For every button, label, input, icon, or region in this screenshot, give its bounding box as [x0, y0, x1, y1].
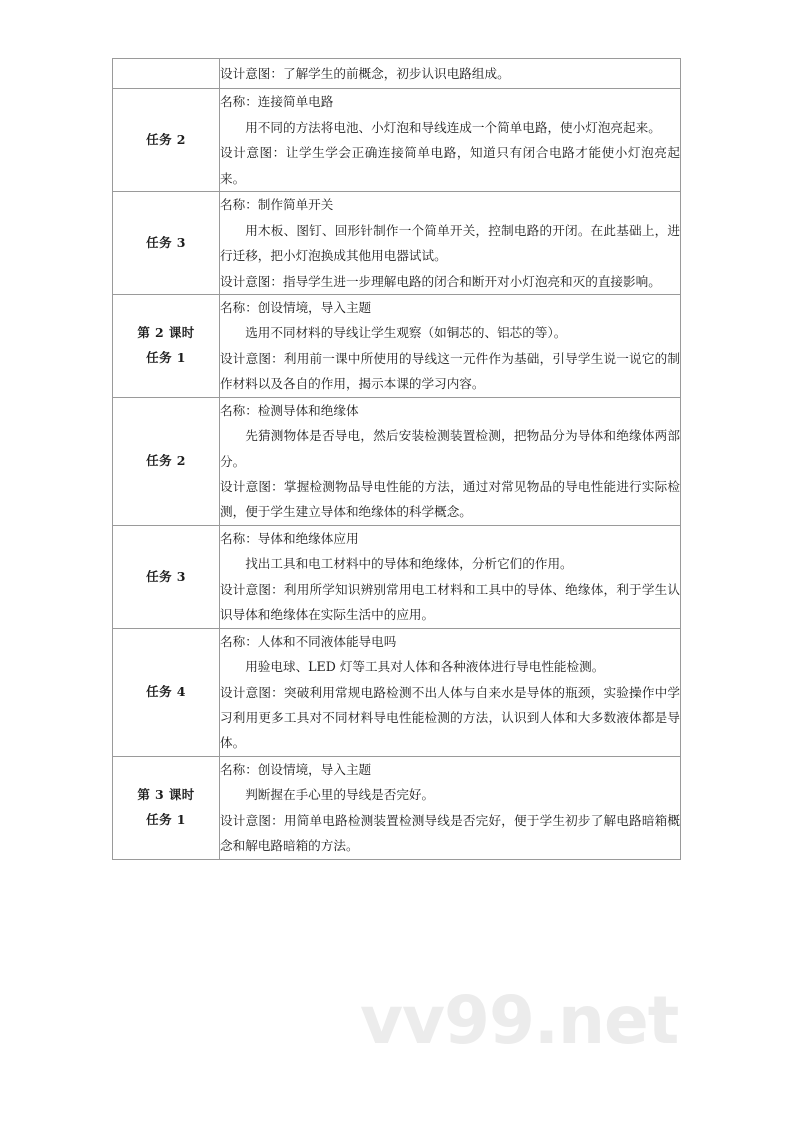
row-content-cell [220, 628, 681, 756]
row-label-line: 任务 3 [146, 234, 186, 250]
activity-paragraph: 选用不同材料的导线让学生观察（如铜芯的、铝芯的等）。 [245, 325, 567, 341]
table-body [113, 59, 681, 860]
table-row [113, 192, 681, 295]
row-content-cell [220, 192, 681, 295]
heading-paragraph: 设计意图：突破利用常规电路检测不出人体与自来水是导体的瓶颈，实验操作中学习利用更多工具对不同材料导电性能检测的方法，认识到人体和大多数液体都是导体。 [220, 684, 680, 751]
heading-paragraph: 名称：导体和绝缘体应用 [220, 530, 359, 546]
row-label-line: 第 2 课时 [137, 325, 195, 341]
row-content-cell [220, 397, 681, 525]
row-label-line: 任务 3 [146, 568, 186, 584]
table-row [113, 756, 681, 859]
heading-paragraph: 名称：创设情境，导入主题 [220, 761, 372, 777]
row-content-cell [220, 294, 681, 397]
row-label-line: 任务 2 [146, 453, 186, 469]
row-label-cell [113, 89, 220, 192]
table-row [113, 525, 681, 628]
activity-paragraph: 先猜测物体是否导电，然后安装检测装置检测，把物品分为导体和绝缘体两部分。 [220, 428, 680, 469]
table-row [113, 397, 681, 525]
row-label-cell [113, 294, 220, 397]
heading-paragraph: 设计意图：让学生学会正确连接简单电路，知道只有闭合电路才能使小灯泡亮起来。 [220, 145, 680, 186]
row-label-line: 任务 1 [146, 349, 186, 365]
table-row [113, 59, 681, 89]
row-label-cell [113, 525, 220, 628]
row-label-cell [113, 756, 220, 859]
lesson-plan-table [112, 58, 681, 860]
row-content-cell [220, 89, 681, 192]
table-row [113, 294, 681, 397]
activity-paragraph: 用不同的方法将电池、小灯泡和导线连成一个简单电路，使小灯泡亮起来。 [245, 119, 661, 135]
row-content-cell [220, 756, 681, 859]
heading-paragraph: 名称：人体和不同液体能导电吗 [220, 633, 397, 649]
heading-paragraph: 设计意图：利用所学知识辨别常用电工材料和工具中的导体、绝缘体，利于学生认识导体和绝缘体在实际生活中的应用。 [220, 581, 680, 623]
row-label-line: 任务 1 [146, 811, 186, 827]
table-row [113, 89, 681, 192]
heading-paragraph: 设计意图：指导学生进一步理解电路的闭合和断开对小灯泡亮和灭的直接影响。 [220, 273, 661, 289]
heading-paragraph: 名称：检测导体和绝缘体 [220, 402, 359, 418]
row-content-cell [220, 525, 681, 628]
heading-paragraph: 名称：制作简单开关 [220, 197, 334, 213]
activity-paragraph: 判断握在手心里的导线是否完好。 [245, 787, 435, 803]
row-label-line: 第 3 课时 [137, 787, 195, 803]
row-label-cell [113, 192, 220, 295]
activity-paragraph: 用木板、图钉、回形针制作一个简单开关，控制电路的开闭。在此基础上，进行迁移，把小灯泡换成其他用电器试试。 [220, 222, 680, 264]
row-label-cell [113, 397, 220, 525]
row-content-cell [220, 59, 681, 89]
row-label-cell [113, 59, 220, 89]
heading-paragraph: 设计意图：掌握检测物品导电性能的方法，通过对常见物品的导电性能进行实际检测，便于学生建立导体和绝缘体的科学概念。 [220, 479, 680, 520]
row-label-line: 任务 2 [146, 132, 186, 148]
activity-paragraph: 用验电球、LED 灯等工具对人体和各种液体进行导电性能检测。 [245, 659, 605, 675]
row-label-cell [113, 628, 220, 756]
heading-paragraph: 名称：连接简单电路 [220, 94, 334, 110]
activity-paragraph: 找出工具和电工材料中的导体和绝缘体，分析它们的作用。 [245, 556, 573, 572]
heading-paragraph: 设计意图：用简单电路检测装置检测导线是否完好，便于学生初步了解电路暗箱概念和解电路暗箱的方法。 [220, 812, 680, 854]
heading-paragraph: 设计意图：了解学生的前概念，初步认识电路组成。 [220, 66, 510, 81]
table-row [113, 628, 681, 756]
row-label-line: 任务 4 [146, 684, 186, 700]
heading-paragraph: 设计意图：利用前一课中所使用的导线这一元件作为基础，引导学生说一说它的制作材料以及各自的作用，揭示本课的学习内容。 [220, 350, 680, 392]
site-watermark: vv99.net [360, 982, 679, 1059]
heading-paragraph: 名称：创设情境，导入主题 [220, 299, 372, 315]
